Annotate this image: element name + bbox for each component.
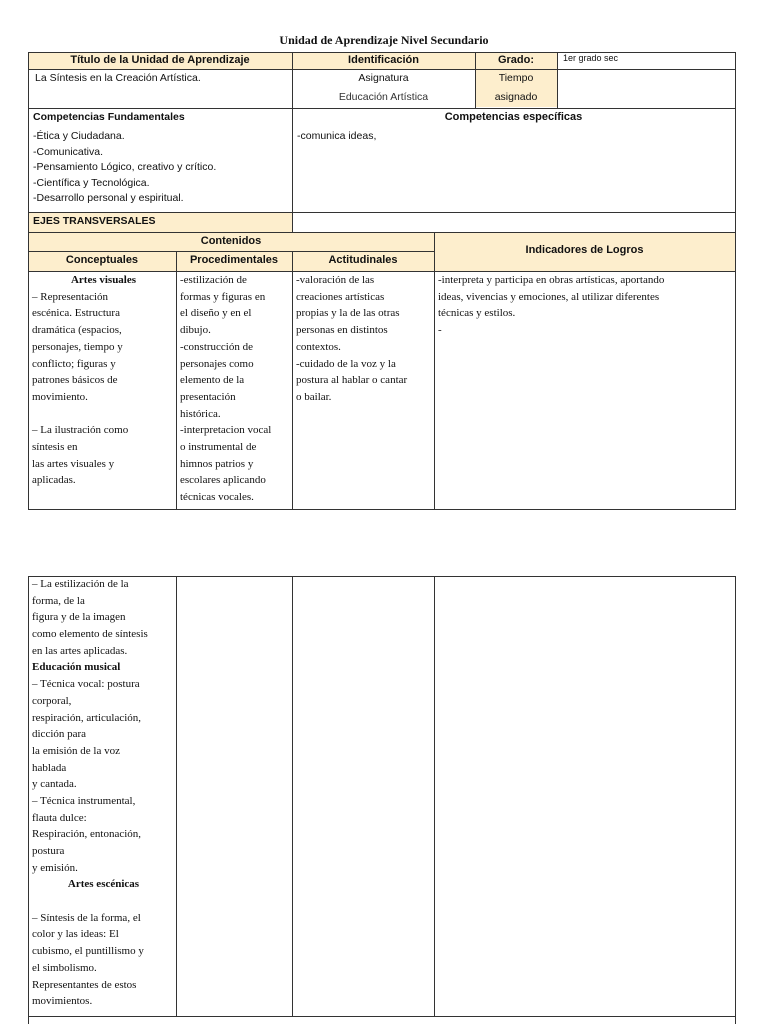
- competencias-fundamentales-list: [33, 129, 216, 207]
- list-item: -Científica y Tecnológica.: [33, 176, 150, 189]
- list-item: -Desarrollo personal y espiritual.: [33, 192, 184, 204]
- competencias-especificas-value: -comunica ideas,: [297, 130, 377, 142]
- list-item: – Técnica instrumental,: [32, 794, 136, 807]
- list-item: [32, 893, 175, 910]
- list-item: y emisión.: [32, 861, 78, 874]
- list-item: movimientos.: [32, 995, 93, 1008]
- list-item: – La estilización de la: [32, 578, 129, 590]
- contenidos-label: Contenidos: [200, 235, 262, 247]
- document-title: Unidad de Aprendizaje Nivel Secundario: [279, 33, 489, 47]
- procedimentales-content: -estilización de formas y figuras en el diseño y en el dibujo. -construcción de personajes como elemento de la presentación histórica. -interpretacion vocal o instrumental de himnos patrios y escolares aplicando técnicas vocales.: [180, 274, 272, 504]
- grado-label: Grado:: [497, 54, 535, 66]
- conceptuales-continuation: [32, 576, 175, 1010]
- asignatura-value: Educación Artística: [338, 91, 429, 103]
- list-item: figura y de la imagen: [32, 611, 126, 624]
- indicadores-content: -interpreta y participa en obras artísticas, aportando ideas, vivencias y emociones, al utilizar diferentes técnicas y estilos. -: [438, 274, 665, 337]
- list-item: -Comunicativa.: [33, 145, 104, 158]
- list-item: corporal,: [32, 694, 72, 707]
- list-item: – Síntesis de la forma, el: [32, 911, 141, 924]
- artes-visuales-heading: Artes visuales: [70, 274, 137, 286]
- list-item: color y las ideas: El: [32, 928, 119, 941]
- list-item: como elemento de síntesis: [32, 628, 148, 641]
- tiempo-asignado-label: Tiempo asignado: [494, 72, 538, 103]
- list-item: la emisión de la voz: [32, 744, 120, 757]
- list-item: cubismo, el puntillismo y: [32, 945, 144, 958]
- col-procedimentales: Procedimentales: [189, 254, 279, 266]
- list-item: hablada: [32, 761, 67, 774]
- list-item: respiración, articulación,: [32, 711, 142, 724]
- list-item: dicción para: [32, 728, 87, 741]
- competencias-fundamentales-label: Competencias Fundamentales: [33, 111, 185, 123]
- col-actitudinales: Actitudinales: [328, 254, 398, 266]
- ejes-transversales-label: EJES TRANSVERSALES: [33, 215, 156, 227]
- competencias-especificas-label: Competencias específicas: [444, 111, 583, 123]
- list-item: y cantada.: [32, 778, 77, 791]
- titulo-unidad-label: Título de la Unidad de Aprendizaje: [70, 54, 250, 66]
- list-item: -Ética y Ciudadana.: [33, 130, 125, 142]
- list-item: forma, de la: [32, 594, 85, 607]
- actitudinales-content: -valoración de las creaciones artísticas propias y la de las otras personas en distintos contextos. -cuidado de la voz y la postura al hablar o cantar o bailar.: [296, 274, 408, 403]
- asignatura-label: Asignatura: [358, 72, 409, 84]
- identificacion-label: Identificación: [348, 54, 419, 66]
- list-item: -Pensamiento Lógico, creativo y crítico.: [33, 161, 217, 173]
- indicadores-logros-label: Indicadores de Logros: [525, 244, 644, 256]
- list-item: postura: [32, 845, 65, 857]
- list-item: en las artes aplicadas.: [32, 644, 128, 657]
- list-item: Educación musical: [32, 661, 121, 674]
- list-item: el simbolismo.: [32, 961, 97, 974]
- list-item: Artes escénicas: [67, 878, 140, 891]
- list-item: Respiración, entonación,: [32, 828, 142, 841]
- list-item: flauta dulce:: [32, 811, 87, 824]
- col-conceptuales: Conceptuales: [65, 254, 139, 266]
- list-item: Representantes de estos: [32, 978, 137, 991]
- conceptuales-content: Artes visuales – Representación escénica. Estructura dramática (espacios, personajes, tiempo y conflicto; figuras y patrones básicos de movimiento. – La ilustración como síntesis en las artes visuales y aplicadas.: [32, 272, 175, 489]
- titulo-unidad-value: La Síntesis en la Creación Artística.: [35, 72, 201, 84]
- list-item: – Técnica vocal: postura: [32, 678, 140, 691]
- grado-value: 1er grado sec: [563, 53, 619, 63]
